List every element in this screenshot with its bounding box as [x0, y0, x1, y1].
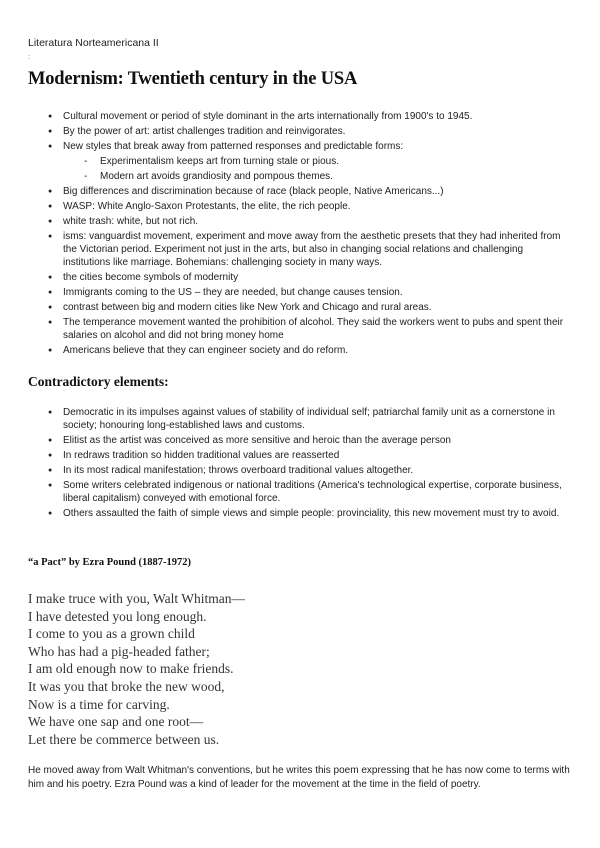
list-item: ● Cultural movement or period of style dominant in the arts internationally from 1900's to 1945. [0, 110, 600, 123]
list-item: ● In redraws tradition so hidden traditional values are reasserted [0, 449, 600, 462]
list-item: ● Elitist as the artist was conceived as more sensitive and heroic than the average person [0, 434, 600, 447]
list-item: ● In its most radical manifestation; throws overboard traditional values altogether. [0, 464, 600, 477]
list-item: ● contrast between big and modern cities like New York and Chicago and rural areas. [0, 301, 600, 314]
list-item: ● New styles that break away from patterned responses and predictable forms: [0, 140, 600, 153]
poem-line: Now is a time for carving. [28, 696, 170, 712]
poem-text [28, 590, 245, 748]
list-item: ● Democratic in its impulses against values of stability of individual self; patriarchal family unit as a cornerstone in society; honouring long-established laws and customs. [0, 406, 600, 432]
list-item: ● Americans believe that they can engineer society and do reform. [0, 344, 600, 357]
sub-list-item: - Experimentalism keeps art from turning stale or pious. [0, 155, 600, 168]
list-item: ● Others assaulted the faith of simple views and simple people: provinciality, this new movement must try to avoid. [0, 507, 600, 520]
list-item: ● white trash: white, but not rich. [0, 215, 600, 228]
contradictory-bullet-list [0, 406, 600, 522]
list-item: ● Immigrants coming to the US – they are needed, but change causes tension. [0, 286, 600, 299]
poem-line: I have detested you long enough. [28, 608, 207, 624]
sub-list-item: - Modern art avoids grandiosity and pompous themes. [0, 170, 600, 183]
page-title: Modernism: Twentieth century in the USA [28, 69, 358, 89]
list-item: ● By the power of art: artist challenges tradition and reinvigorates. [0, 125, 600, 138]
poem-heading: “a Pact” by Ezra Pound (1887-1972) [28, 557, 192, 568]
list-item: ● the cities become symbols of modernity [0, 271, 600, 284]
poem-line: We have one sap and one root— [28, 714, 204, 730]
intro-bullet-list [0, 110, 600, 359]
separator-mark: : [28, 54, 30, 61]
list-item: ● isms: vanguardist movement, experiment and move away from the aesthetic presets that they had inherited from the Victorian period. Experiment not just in the arts, but also in changing social relations and challenging institutions like marriage. Bohemians: challenging society in many ways. [0, 230, 600, 269]
poem-line: Let there be commerce between us. [28, 731, 220, 747]
course-name: Literatura Norteamericana II [28, 37, 159, 49]
poem-line: It was you that broke the new wood, [28, 678, 225, 694]
closing-paragraph: He moved away from Walt Whitman's conventions, but he writes this poem expressing that he has now come to terms with him and his poetry. Ezra Pound was a kind of leader for the movement at the time in the field of poetry. [28, 765, 570, 790]
list-item: ● Some writers celebrated indigenous or national traditions (America's technological expertise, corporate business, liberal capitalism) conveyed with emotional force. [0, 479, 600, 505]
contradictory-heading: Contradictory elements: [28, 374, 169, 389]
poem-line: I make truce with you, Walt Whitman— [28, 591, 245, 606]
poem-line: I come to you as a grown child [28, 626, 195, 642]
list-item: ● WASP: White Anglo-Saxon Protestants, the elite, the rich people. [0, 200, 600, 213]
poem-line: Who has had a pig-headed father; [28, 643, 210, 659]
list-item: ● Big differences and discrimination because of race (black people, Native Americans...) [0, 185, 600, 198]
list-item: ● The temperance movement wanted the prohibition of alcohol. They said the workers went to pubs and spent their salaries on alcohol and did not bring money home [0, 316, 600, 342]
poem-line: I am old enough now to make friends. [28, 661, 234, 677]
